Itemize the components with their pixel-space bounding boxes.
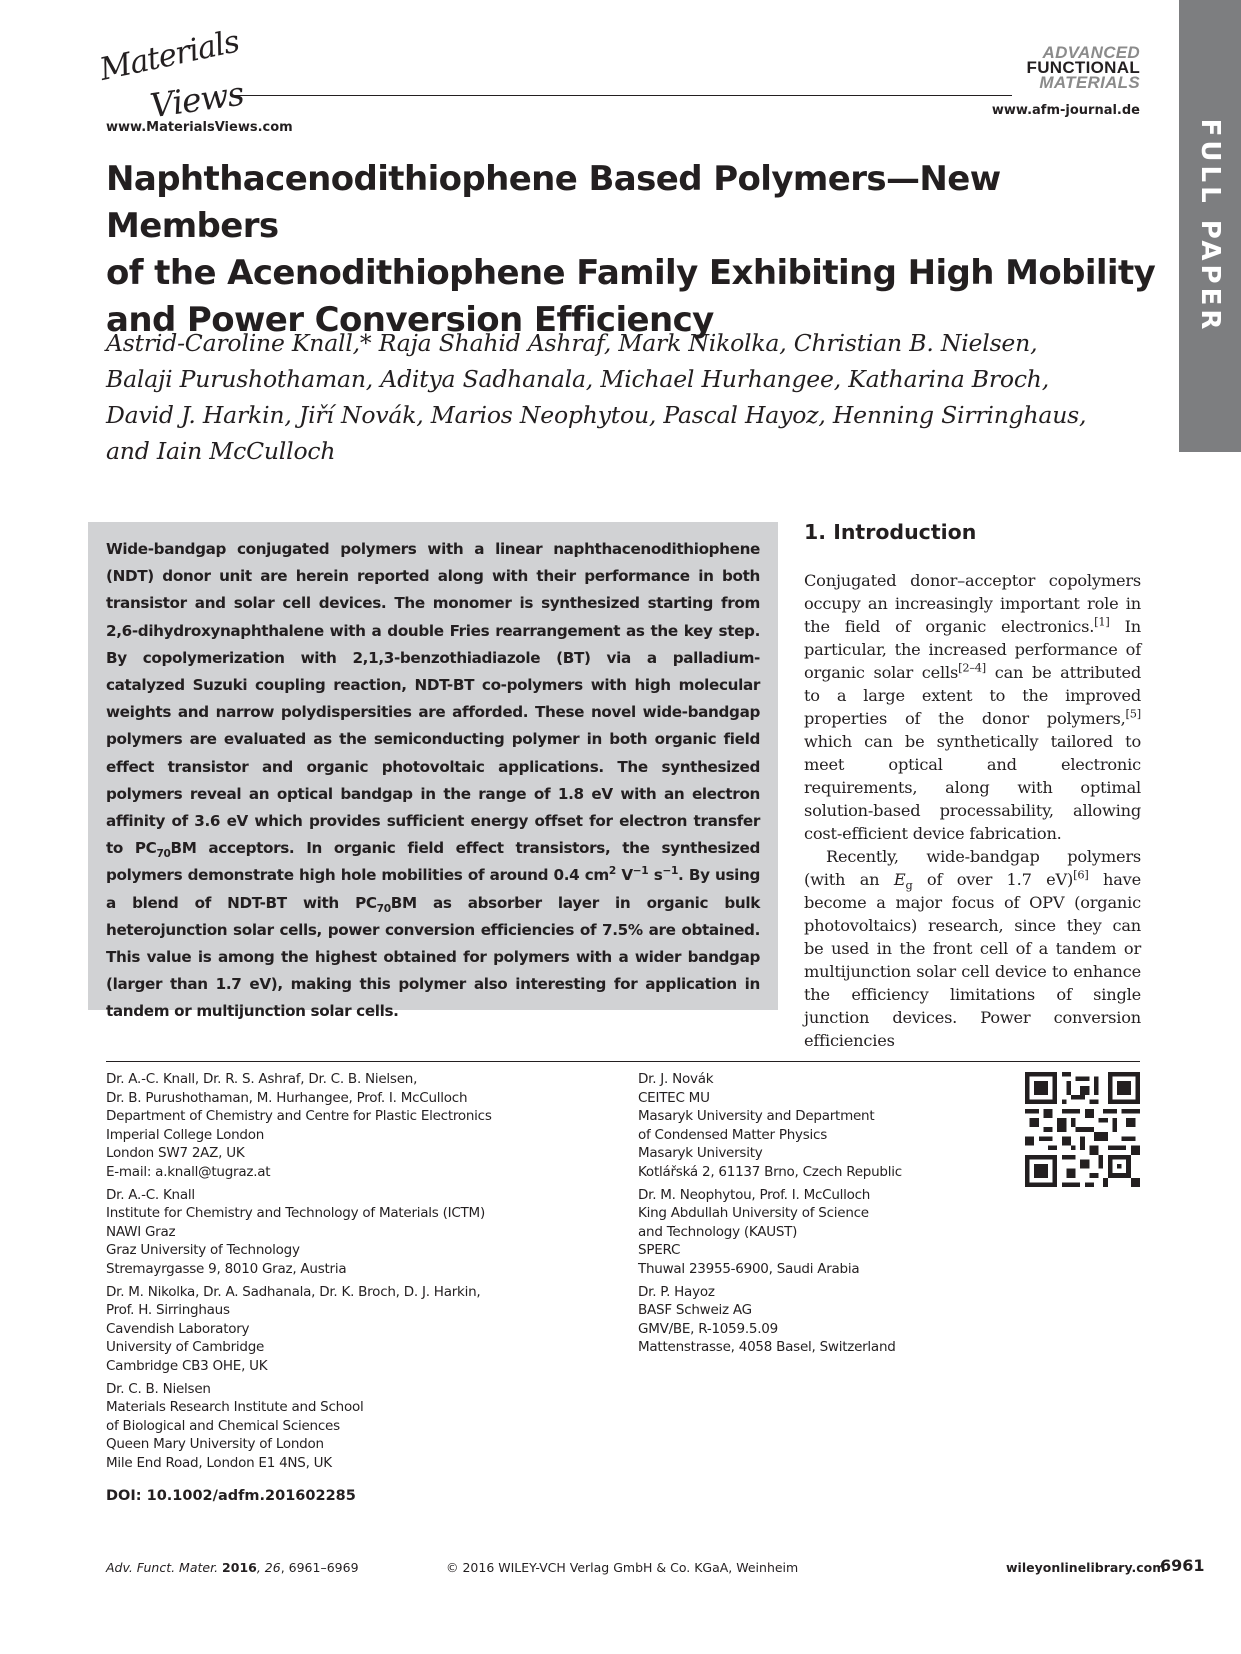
brand-line-3: MATERIALS [1039,73,1140,92]
affiliation-block: Dr. C. B. Nielsen Materials Research Institute and School of Biological and Chemical Sciences Queen Mary University of London Mile End Road, London E1 4NS, UK [106,1380,364,1471]
author-line: David J. Harkin, Jiří Novák, Marios Neophytou, Pascal Hayoz, Henning Sirringhaus, [106,401,1087,429]
materials-views-logo [96,23,246,126]
section-tab [1179,0,1241,452]
copyright-notice: © 2016 WILEY-VCH Verlag GmbH & Co. KGaA, Weinheim [446,1560,799,1575]
introduction-body [804,569,1141,1052]
header-rule [230,95,1012,96]
section-tab-label: FULL PAPER [1195,118,1225,334]
affiliations-right [638,1070,978,1361]
page-number: 6961 [1160,1556,1205,1575]
citation-footer: Adv. Funct. Mater. 2016, 26, 6961–6969 [106,1560,359,1575]
logo-line-2: Views [147,73,246,126]
reference-link[interactable]: [5] [1125,706,1141,721]
intro-paragraph: Conjugated donor–acceptor copolymers occupy an increasingly important role in the field of organic electronics.[1] In particular, the increased performance of organic solar cells[2–4] can be attributed to a large extent to the improved properties of the donor polymers,[5] which can be synthetically tailored to meet optical and electronic requirements, along with optimal solution-based processability, allowing cost-efficient device fabrication. [804,571,1141,843]
author-list [106,325,1166,469]
title-line: of the Acenodithiophene Family Exhibiting High Mobility [106,253,1156,293]
materials-views-url[interactable]: www.MaterialsViews.com [106,120,293,135]
abstract-text: Wide-bandgap conjugated polymers with a linear naphthacenodithiophene (NDT) donor unit are herein reported along with their performance in both transistor and solar cell devices. The monomer is synthesized starting from 2,6-dihydroxynaphthalene with a double Fries rearrangement as the key step. By copolymerization with 2,1,3-benzothiadiazole (BT) via a palladium-catalyzed Suzuki coupling reaction, NDT-BT co-polymers with high molecular weights and narrow polydispersities are afforded. These novel wide-bandgap polymers are evaluated as the semiconducting polymer in both organic field effect transistor and organic photovoltaic applications. The synthesized polymers reveal an optical bandgap in the range of 1.8 eV with an electron affinity of 3.6 eV which provides sufficient energy offset for electron transfer to $PC_{70}BM$ acceptors. In organic field effect transistors, the synthesized polymers demonstrate high hole mobilities of around 0.4 $cm^2$ $V^{-1}$ $s^{-1}$. By using a blend of NDT-BT with $PC_{70}BM$ as absorber layer in organic bulk heterojunction solar cells, power conversion efficiencies of 7.5% are obtained. This value is among the highest obtained for polymers with a wider bandgap (larger than 1.7 eV), making this polymer also interesting for application in tandem or multijunction solar cells. [106,540,760,1021]
brand-line-1: ADVANCED [1042,43,1140,62]
journal-brand-logo [990,45,1140,90]
qr-code-icon[interactable] [1025,1072,1140,1187]
brand-line-2: FUNCTIONAL [1026,58,1140,77]
doi-link[interactable]: DOI: 10.1002/adfm.201602285 [106,1488,356,1504]
author-line: Balaji Purushothaman, Aditya Sadhanala, Michael Hurhangee, Katharina Broch, [106,365,1049,393]
reference-link[interactable]: [2–4] [958,660,987,675]
author-line: Astrid-Caroline Knall,* Raja Shahid Ashraf, Mark Nikolka, Christian B. Nielsen, [106,329,1038,357]
affiliation-block: Dr. M. Nikolka, Dr. A. Sadhanala, Dr. K. Broch, D. J. Harkin, Prof. H. Sirringhaus Cavendish Laboratory University of Cambridge Cambridge CB3 OHE, UK [106,1283,481,1374]
affiliation-block: Dr. A.-C. Knall Institute for Chemistry and Technology of Materials (ICTM) NAWI Graz Graz University of Technology Stremayrgasse 9, 8010 Graz, Austria [106,1186,485,1277]
wiley-online-library-link[interactable]: wileyonlinelibrary.com [1006,1560,1166,1575]
reference-link[interactable]: [6] [1073,867,1089,882]
affiliation-block: Dr. J. Novák CEITEC MU Masaryk University and Department of Condensed Matter Physics Masaryk University Kotlářská 2, 61137 Brno, Czech Republic [638,1071,902,1180]
affiliations-left [106,1070,626,1476]
affiliation-block: Dr. A.-C. Knall, Dr. R. S. Ashraf, Dr. C. B. Nielsen, Dr. B. Purushothaman, M. Hurhangee, Prof. I. McCulloch Department of Chemistry and Centre for Plastic Electronics Imperial College London London SW7 2AZ, UK E-mail: a.knall@tugraz.at [106,1070,626,1182]
affiliation-block: Dr. M. Neophytou, Prof. I. McCulloch King Abdullah University of Science and Technology (KAUST) SPERC Thuwal 23955-6900, Saudi Arabia [638,1186,871,1277]
author-line: and Iain McCulloch [106,437,336,465]
article-title [106,156,1166,344]
journal-url[interactable]: www.afm-journal.de [991,103,1140,118]
reference-link[interactable]: [1] [1094,614,1110,629]
intro-paragraph: Recently, wide-bandgap polymers (with an $E_g$ of over 1.7 eV)[6] have become a major focus of OPV (organic photovoltaics) research, since they can be used in the front cell of a tandem or multijunction solar cell device to enhance the efficiency limitations of single junction devices. Power conversion efficiencies [804,847,1141,1050]
title-line: Naphthacenodithiophene Based Polymers—New Members [106,159,1001,246]
title-line: and Power Conversion Efficiency [106,300,714,340]
affiliation-block: Dr. P. Hayoz BASF Schweiz AG GMV/BE, R-1059.5.09 Mattenstrasse, 4058 Basel, Switzerland [638,1283,896,1356]
affiliation-rule [106,1061,1140,1062]
logo-line-1: Materials [96,23,242,88]
abstract-box [88,522,778,1021]
email-link[interactable]: E-mail: a.knall@tugraz.at [106,1163,271,1180]
introduction-heading: 1. Introduction [804,520,977,544]
